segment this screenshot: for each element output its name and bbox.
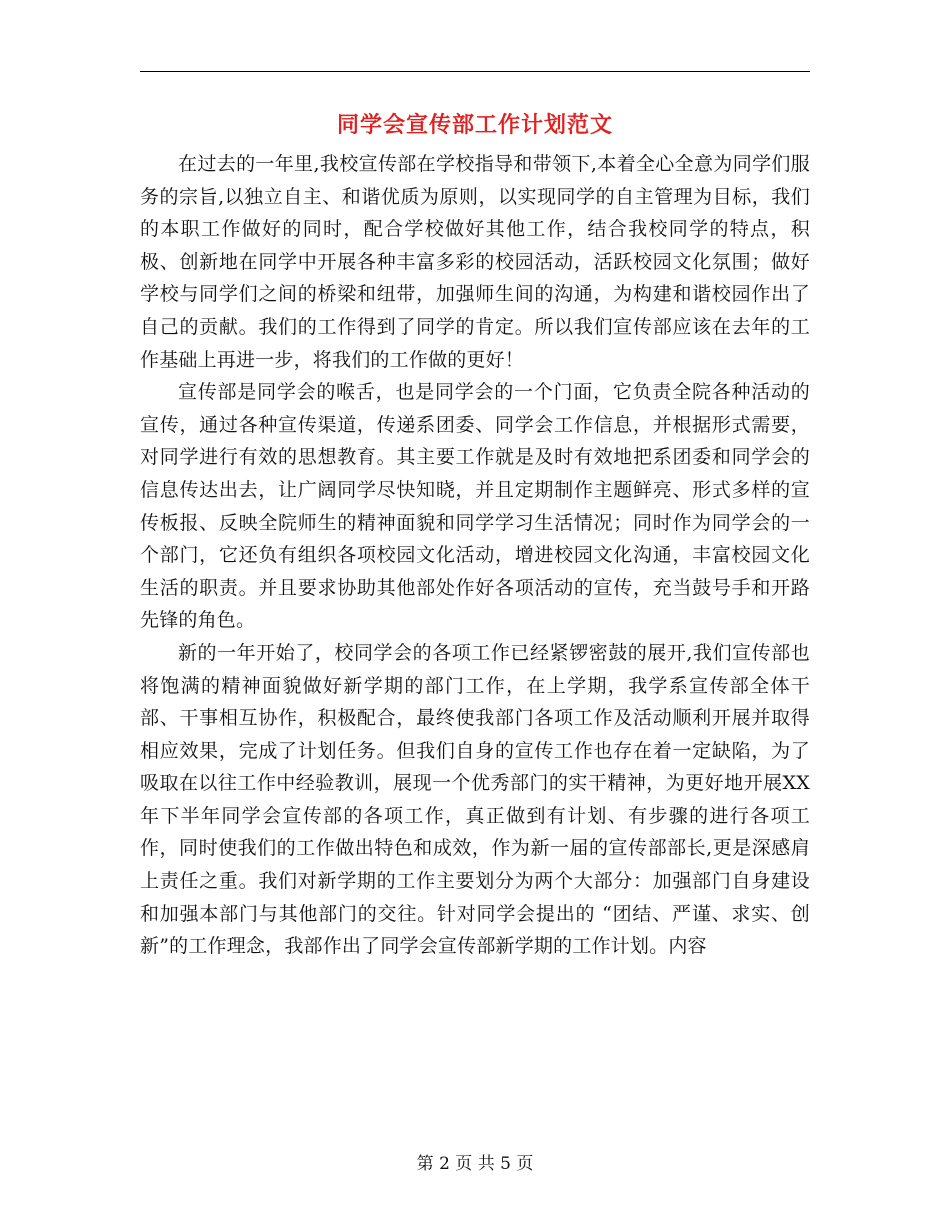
document-title: 同学会宣传部工作计划范文 bbox=[336, 112, 613, 138]
document-body bbox=[140, 148, 810, 963]
paragraph-1: 在过去的一年里,我校宣传部在学校指导和带领下,本着全心全意为同学们服务的宗旨,以独立自主、和谐优质为原则，以实现同学的自主管理为目标，我们的本职工作做好的同时，配合学校做好其他工作，结合我校同学的特点，积极、创新地在同学中开展各种丰富多彩的校园活动，活跃校园文化氛围；做好学校与同学们之间的桥梁和纽带，加强师生间的沟通，为构建和谐校园作出了自己的贡献。我们的工作得到了同学的肯定。所以我们宣传部应该在去年的工作基础上再进一步，将我们的工作做的更好！ bbox=[140, 153, 810, 371]
paragraph-3: 新的一年开始了，校同学会的各项工作已经紧锣密鼓的展开,我们宣传部也将饱满的精神面貌做好新学期的部门工作，在上学期，我学系宣传部全体干部、干事相互协作，积极配合，最终使我部门各项工作及活动顺利开展并取得相应效果，完成了计划任务。但我们自身的宣传工作也存在着一定缺陷，为了吸取在以往工作中经验教训，展现一个优秀部门的实干精神，为更好地开展XX年下半年同学会宣传部的各项工作，真正做到有计划、有步骤的进行各项工作，同时使我们的工作做出特色和成效，作为新一届的宣传部部长,更是深感肩上责任之重。我们对新学期的工作主要划分为两个大部分：加强部门自身建设和加强本部门与其他部门的交往。针对同学会提出的 “团结、严谨、求实、创新”的工作理念，我部作出了同学会宣传部新学期的工作计划。内容 bbox=[140, 641, 810, 958]
paragraph-2: 宣传部是同学会的喉舌，也是同学会的一个门面，它负责全院各种活动的宣传，通过各种宣传渠道，传递系团委、同学会工作信息，并根据形式需要，对同学进行有效的思想教育。其主要工作就是及时有效地把系团委和同学会的信息传达出去，让广阔同学尽快知晓，并且定期制作主题鲜亮、形式多样的宣传板报、反映全院师生的精神面貌和同学学习生活情况；同时作为同学会的一个部门，它还负有组织各项校园文化活动，增进校园文化沟通，丰富校园文化生活的职责。并且要求协助其他部处作好各项活动的宣传，充当鼓号手和开路先锋的角色。 bbox=[140, 381, 810, 632]
page-number-footer: 第 2 页 共 5 页 bbox=[416, 1154, 534, 1174]
header-rule bbox=[140, 71, 810, 72]
